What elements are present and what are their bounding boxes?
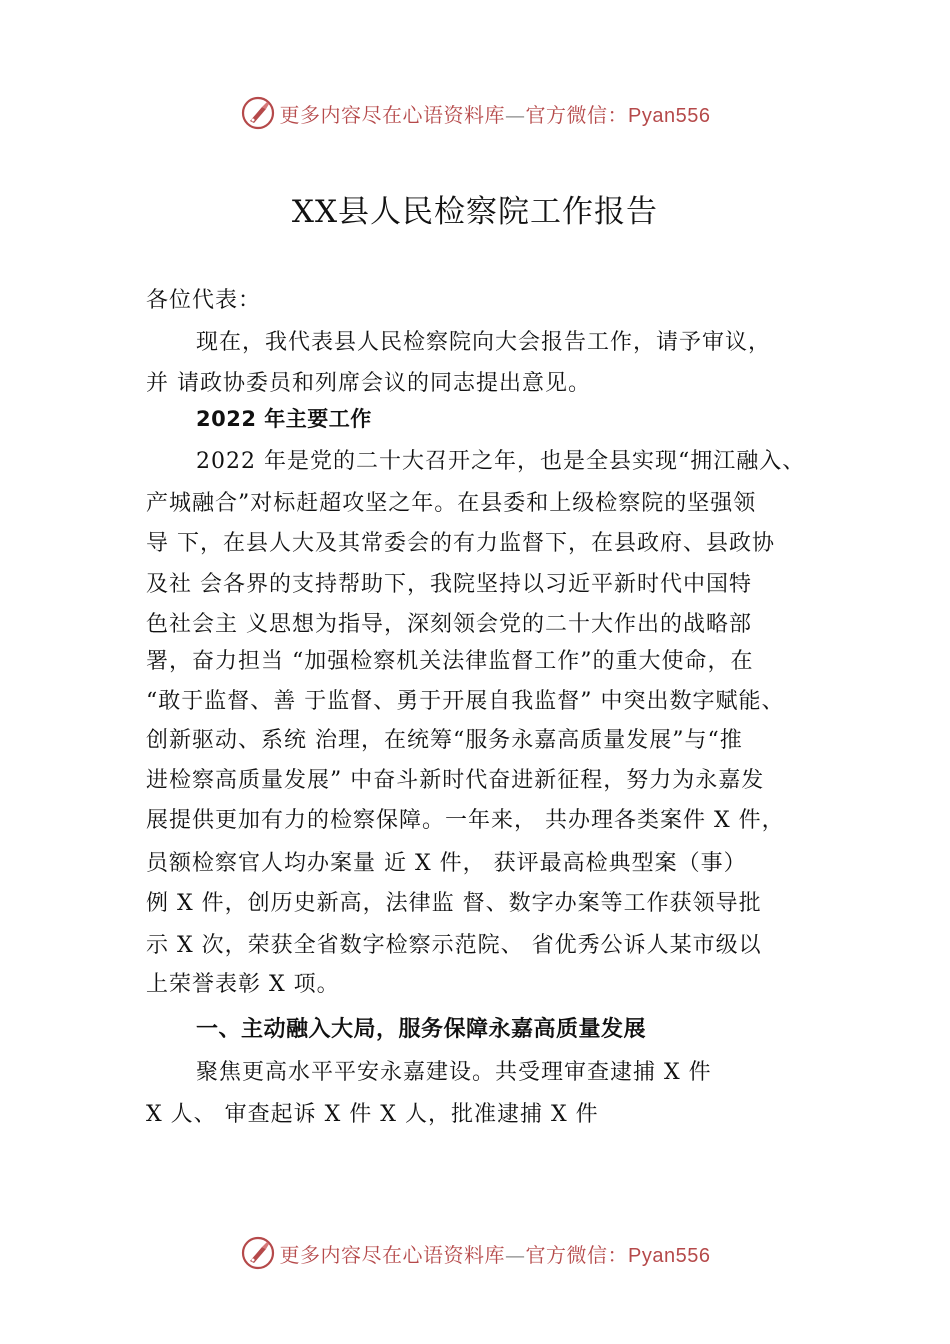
paragraph-line: X 人、 审查起诉 X 件 X 人，批准逮捕 X 件 (146, 1102, 599, 1127)
paragraph-line: 聚焦更高水平平安永嘉建设。共受理审查逮捕 X 件 (196, 1060, 712, 1085)
paragraph-line: 展提供更加有力的检察保障。一年来， 共办理各类案件 X 件， (146, 808, 785, 833)
paragraph-line: 色社会主 义思想为指导，深刻领会党的二十大作出的战略部 (146, 612, 752, 637)
paragraph-line: 产城融合”对标赶超攻坚之年。在县委和上级检察院的坚强领 (146, 491, 757, 516)
paragraph-line: 上荣誉表彰 X 项。 (146, 972, 340, 997)
pen-nib-logo-icon (240, 95, 276, 131)
paragraph-line: 导 下，在县人大及其常委会的有力监督下，在县政府、县政协 (146, 531, 775, 556)
paragraph-line: 例 X 件，创历史新高，法律监 督、数字办案等工作获领导批 (146, 891, 762, 916)
section-heading: 一、主动融入大局，服务保障永嘉高质量发展 (196, 1017, 647, 1042)
paragraph-line: 2022 年是党的二十大召开之年，也是全县实现“拥江融入、 (196, 449, 806, 474)
banner-official-label: 官方微信： (525, 102, 629, 127)
paragraph-line: 署，奋力担当 “加强检察机关法律监督工作”的重大使命，在 (146, 649, 754, 674)
paragraph-line: 现在，我代表县人民检察院向大会报告工作，请予审议， (196, 330, 772, 355)
pen-nib-logo-icon (240, 1235, 276, 1271)
banner-main-text: 更多内容尽在心语资料库 (279, 102, 506, 127)
banner-official-label: 官方微信： (525, 1242, 629, 1267)
banner-wechat-id: Pyan556 (628, 104, 711, 127)
paragraph-line: 员额检察官人均办案量 近 X 件， 获评最高检典型案（事） (146, 851, 747, 876)
paragraph-line: “敢于监督、善 于监督、勇于开展自我监督” 中突出数字赋能、 (146, 689, 785, 714)
document-title: XX县人民检察院工作报告 (291, 194, 659, 230)
header-watermark-banner (0, 93, 950, 133)
paragraph-line: 进检察高质量发展” 中奋斗新时代奋进新征程，努力为永嘉发 (146, 768, 765, 793)
footer-watermark-banner (0, 1233, 950, 1273)
paragraph-line: 示 X 次，荣获全省数字检察示范院、 省优秀公诉人某市级以 (146, 933, 762, 958)
paragraph-line: 创新驱动、系统 治理，在统筹“服务永嘉高质量发展”与“推 (146, 728, 743, 753)
banner-separator: — (505, 1242, 526, 1267)
paragraph-line: 并 请政协委员和列席会议的同志提出意见。 (146, 371, 591, 396)
paragraph-line: 及社 会各界的支持帮助下，我院坚持以习近平新时代中国特 (146, 572, 752, 597)
banner-wechat-id: Pyan556 (628, 1244, 711, 1267)
salutation: 各位代表： (146, 288, 262, 313)
banner-main-text: 更多内容尽在心语资料库 (279, 1242, 506, 1267)
section-heading: 2022 年主要工作 (196, 407, 372, 431)
banner-separator: — (505, 102, 526, 127)
